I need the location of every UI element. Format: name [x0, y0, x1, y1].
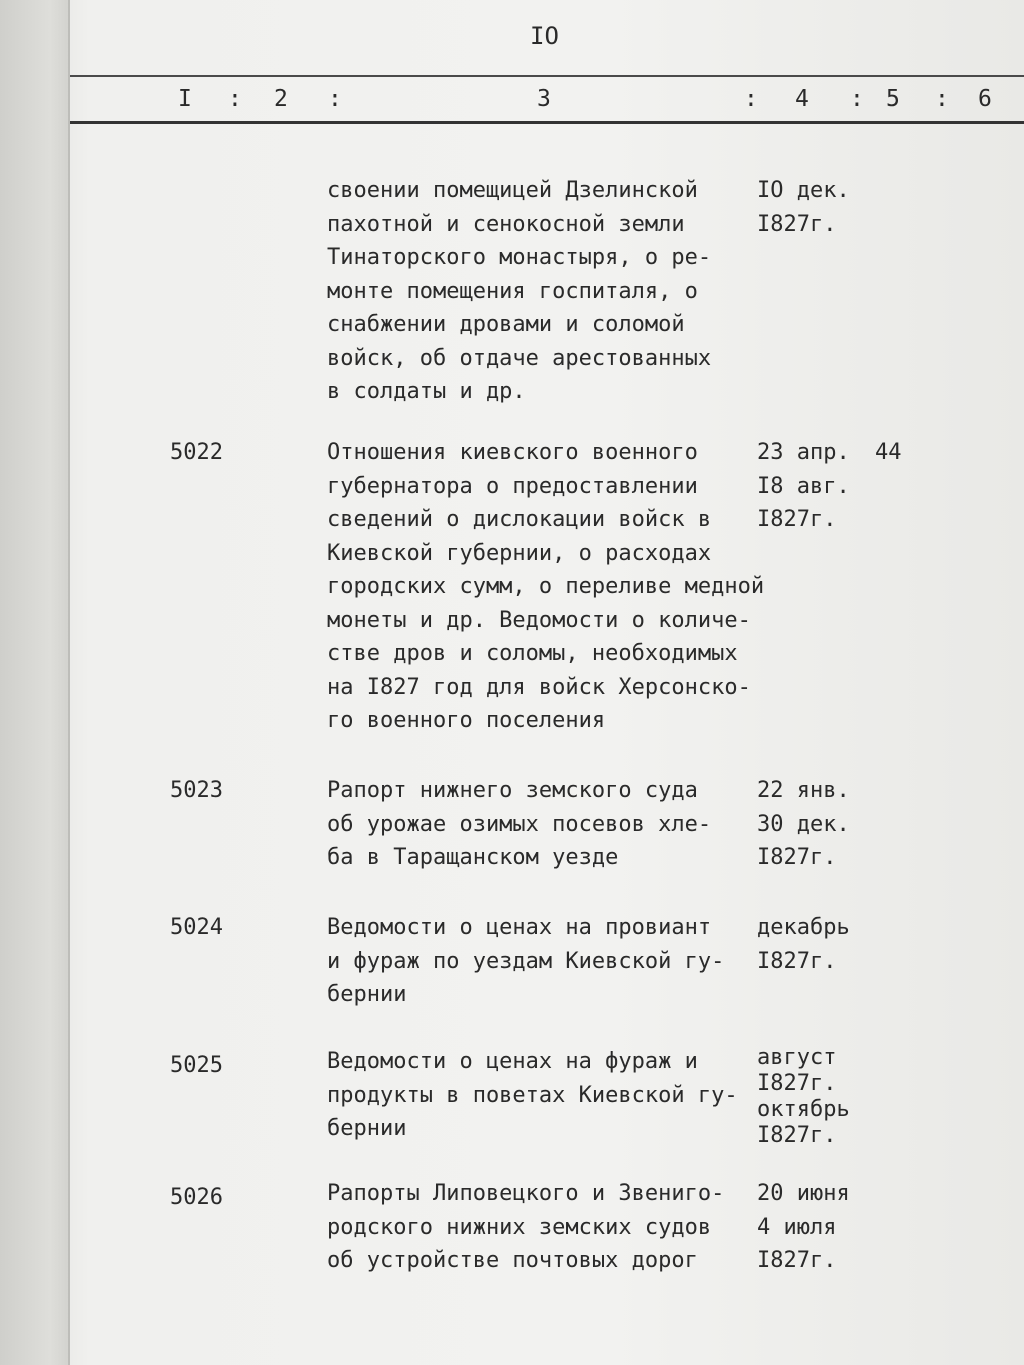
header-sep: :	[744, 86, 758, 112]
entry-dates: 22 янв. 30 дек. I827г.	[757, 778, 850, 870]
continuation-dates: IO дек. I827г.	[757, 178, 850, 237]
entry-description: Рапорт нижнего земского суда об урожае озимых посевов хле- ба в Таращанском уезде	[327, 778, 712, 870]
header-bottom-rule	[70, 121, 1024, 124]
entry-description: Отношения киевского военного губернатора о предоставлении сведений о дислокации войск в Киевской губернии, о расходах городских сумм, о переливе медной монеты и др. Ведомости о количе- стве дров и соломы, необходимых на I827 год для войск Херсонско- го военного поселения	[327, 440, 765, 733]
header-col-1: I	[178, 86, 192, 112]
page-fold-line	[68, 0, 70, 1365]
entry-dates: август I827г. октябрь I827г.	[757, 1045, 850, 1148]
entry-number: 5026	[170, 1185, 223, 1210]
header-sep: :	[328, 86, 342, 112]
header-col-6: 6	[978, 86, 992, 112]
header-sep: :	[850, 86, 864, 112]
entry-number: 5023	[170, 778, 223, 803]
header-col-5: 5	[886, 86, 900, 112]
entry-description: Ведомости о ценах на фураж и продукты в поветах Киевской гу- бернии	[327, 1049, 738, 1141]
left-page-edge	[0, 0, 70, 1365]
header-sep: :	[935, 86, 949, 112]
header-col-2: 2	[274, 86, 288, 112]
entry-sheet-count: 44	[875, 440, 902, 465]
entry-dates: 23 апр. I8 авг. I827г.	[757, 440, 850, 532]
entry-dates: 20 июня 4 июля I827г.	[757, 1181, 850, 1273]
header-col-3: 3	[537, 86, 551, 112]
entry-description: Рапорты Липовецкого и Звениго- родского нижних земских судов об устройстве почтовых дорог	[327, 1181, 725, 1273]
entry-number: 5025	[170, 1053, 223, 1078]
entry-number: 5022	[170, 440, 223, 465]
header-sep: :	[228, 86, 242, 112]
entry-dates: декабрь I827г.	[757, 915, 850, 974]
header-top-rule	[70, 75, 1024, 77]
page-number: IO	[530, 22, 559, 50]
entry-number: 5024	[170, 915, 223, 940]
header-col-4: 4	[795, 86, 809, 112]
continuation-description: своении помещицей Дзелинской пахотной и сенокосной земли Тинаторского монастыря, о ре- монте помещения госпиталя, о снабжении дровами и соломой войск, об отдаче арестованных в солдаты и др.	[327, 178, 712, 404]
entry-description: Ведомости о ценах на провиант и фураж по уездам Киевской гу- бернии	[327, 915, 725, 1007]
